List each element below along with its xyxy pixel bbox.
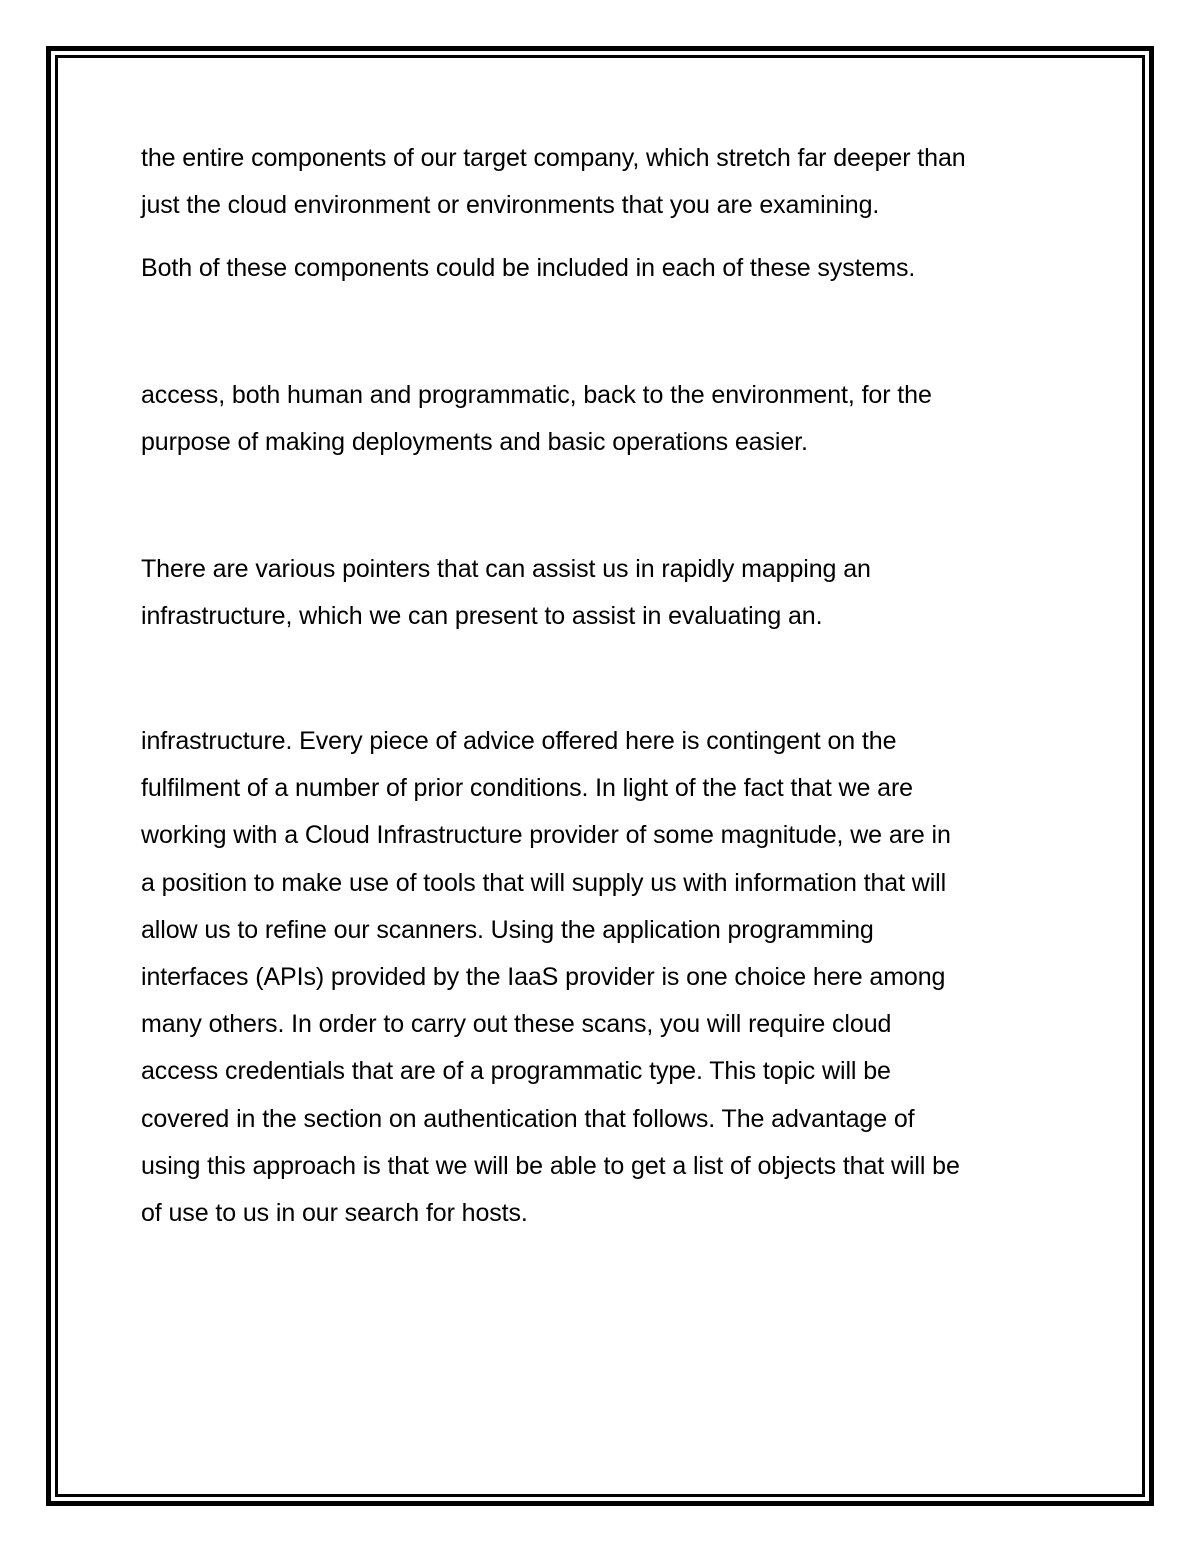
paragraph-pointers: There are various pointers that can assist us in rapidly mapping an infrastructure, which we can present to assist in evaluating an. <box>141 555 871 631</box>
paragraph-target-components: the entire components of our target company, which stretch far deeper than just the cloud environment or environments that you are examining. <box>141 144 966 220</box>
paragraph-infrastructure: infrastructure. Every piece of advice offered here is contingent on the fulfilment of a number of prior conditions. In light of the fact that we are working with a Cloud Infrastructure provider of some magnitude, we are in a position to make use of tools that will supply us with information that will allow us to refine our scanners. Using the application programming interfaces (APIs) provided by the IaaS provider is one choice here among many others. In order to carry out these scans, you will require cloud access credentials that are of a programmatic type. This topic will be covered in the section on authentication that follows. The advantage of using this approach is that we will be able to get a list of objects that will be of use to us in our search for hosts. <box>141 727 960 1228</box>
paragraph-access: access, both human and programmatic, back to the environment, for the purpose of making deployments and basic operations easier. <box>141 381 932 457</box>
paragraph-both-components: Both of these components could be included in each of these systems. <box>141 254 916 282</box>
